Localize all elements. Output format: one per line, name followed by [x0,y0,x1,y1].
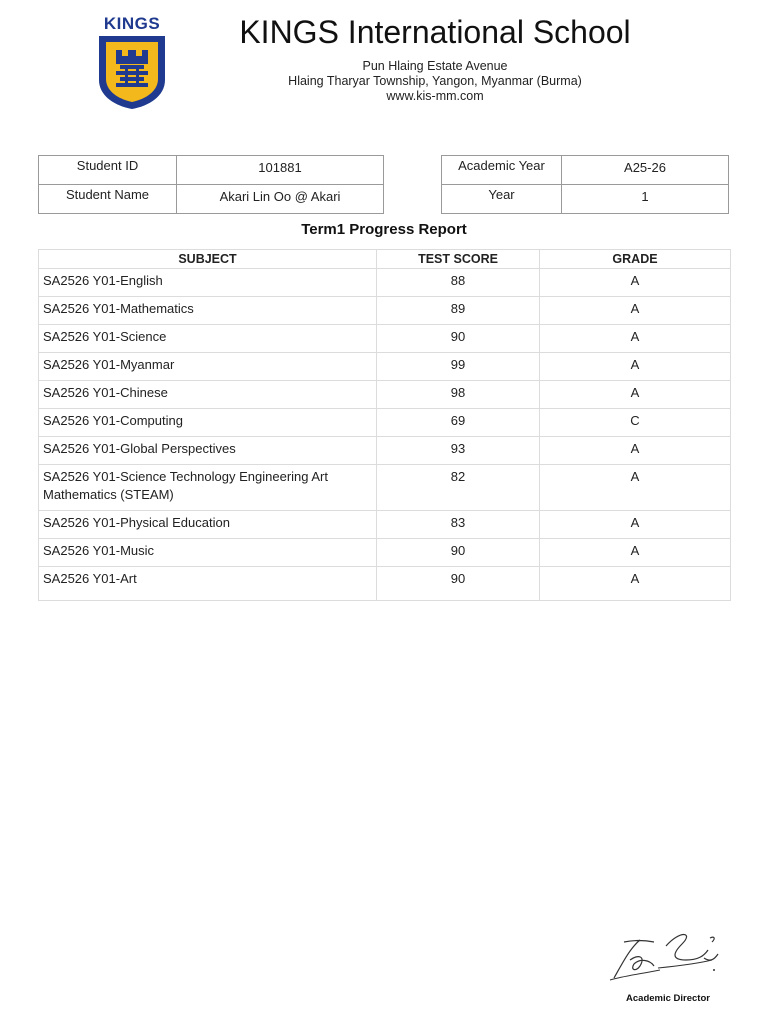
table-row [39,381,731,409]
subject-cell: SA2526 Y01-Computing [39,409,377,437]
grade-cell: A [540,539,731,567]
grade-cell: A [540,353,731,381]
subject-cell: SA2526 Y01-Science Technology Engineering Art Mathematics (STEAM) [39,465,377,511]
score-cell: 82 [377,465,540,511]
student-name-label: Student Name [39,185,177,214]
subject-cell: SA2526 Y01-English [39,269,377,297]
grade-cell: A [540,437,731,465]
subject-cell: SA2526 Y01-Science [39,325,377,353]
academic-year-value: A25-26 [562,156,729,185]
table-row [39,465,731,511]
grade-cell: A [540,297,731,325]
student-id-label: Student ID [39,156,177,185]
table-row [39,511,731,539]
year-value: 1 [562,185,729,214]
test-score-column-header: TEST SCORE [377,250,540,269]
report-title: Term1 Progress Report [301,221,467,238]
address-line-1: Pun Hlaing Estate Avenue [362,59,508,73]
subject-column-header: SUBJECT [39,250,377,269]
score-cell: 88 [377,269,540,297]
grade-cell: A [540,465,731,511]
student-id-row [39,156,384,185]
grade-column-header: GRADE [540,250,731,269]
logo-wordmark: KINGS [103,14,161,33]
year-label: Year [442,185,562,214]
table-row [39,409,731,437]
score-cell: 90 [377,325,540,353]
score-cell: 90 [377,539,540,567]
student-name-row [39,185,384,214]
grades-header-row [39,250,731,269]
table-row [39,353,731,381]
score-cell: 69 [377,409,540,437]
signatory-label: Academic Director [626,993,710,1004]
year-row [442,185,729,214]
signature-icon [600,920,730,992]
signature-image [600,920,730,992]
score-cell: 93 [377,437,540,465]
table-row [39,567,731,601]
grade-cell: A [540,269,731,297]
academic-year-label: Academic Year [442,156,562,185]
subject-cell: SA2526 Y01-Chinese [39,381,377,409]
address-line-2: Hlaing Tharyar Township, Yangon, Myanmar (Burma) [288,74,582,88]
subject-cell: SA2526 Y01-Art [39,567,377,601]
academic-info-table [441,155,729,214]
subject-cell: SA2526 Y01-Mathematics [39,297,377,325]
grade-cell: A [540,567,731,601]
subject-cell: SA2526 Y01-Global Perspectives [39,437,377,465]
table-row [39,325,731,353]
website-link[interactable]: www.kis-mm.com [386,89,484,103]
school-logo [92,14,172,114]
grades-table [38,249,731,601]
table-row [39,297,731,325]
grade-cell: A [540,325,731,353]
student-info-table [38,155,384,214]
grade-cell: C [540,409,731,437]
subject-cell: SA2526 Y01-Myanmar [39,353,377,381]
school-name: KINGS International School [239,14,631,50]
grade-cell: A [540,381,731,409]
table-row [39,437,731,465]
score-cell: 83 [377,511,540,539]
student-id-value: 101881 [177,156,384,185]
score-cell: 89 [377,297,540,325]
table-row [39,269,731,297]
subject-cell: SA2526 Y01-Music [39,539,377,567]
table-row [39,539,731,567]
subject-cell: SA2526 Y01-Physical Education [39,511,377,539]
student-name-value: Akari Lin Oo @ Akari [177,185,384,214]
score-cell: 98 [377,381,540,409]
score-cell: 99 [377,353,540,381]
score-cell: 90 [377,567,540,601]
crest-icon [97,34,167,110]
academic-year-row [442,156,729,185]
grade-cell: A [540,511,731,539]
